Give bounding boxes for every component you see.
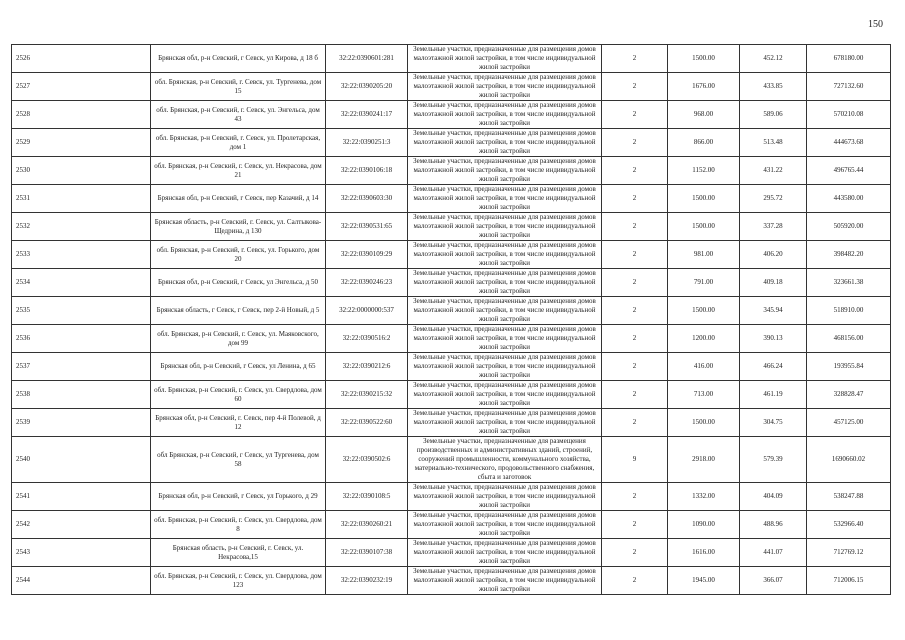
cadastral-value-cell: 323661.38 [807,269,891,297]
cadastral-value-cell: 444673.68 [807,129,891,157]
area-cell: 2918.00 [668,437,740,483]
table-row [12,539,891,567]
specific-value-cell: 441.07 [740,539,807,567]
specific-value-cell: 337.28 [740,213,807,241]
land-use-cell: Земельные участки, предназначенные для размещения домов малоэтажной жилой застройки, в том числе индивидуальной жилой застройки [408,381,602,409]
specific-value-cell: 488.96 [740,511,807,539]
land-use-cell: Земельные участки, предназначенные для размещения домов малоэтажной жилой застройки, в том числе индивидуальной жилой застройки [408,269,602,297]
row-number-cell: 2538 [12,381,151,409]
cadastral-value-cell: 443580.00 [807,185,891,213]
cadastral-number-cell: 32:22:0390246:23 [326,269,408,297]
cadastral-number-cell: 32:22:0390531:65 [326,213,408,241]
cadastral-number-cell: 32:22:0390516:2 [326,325,408,353]
area-cell: 1676.00 [668,73,740,101]
cadastral-value-cell: 538247.88 [807,483,891,511]
cadastral-value-cell: 712769.12 [807,539,891,567]
group-cell: 2 [602,353,668,381]
table-row [12,437,891,483]
cadastral-number-cell: 32:22:0390232:19 [326,567,408,595]
land-use-cell: Земельные участки, предназначенные для размещения домов малоэтажной жилой застройки, в том числе индивидуальной жилой застройки [408,129,602,157]
address-cell: обл. Брянская, р-н Севский, г. Севск, ул. Пролетарская, дом 1 [151,129,326,157]
group-cell: 2 [602,511,668,539]
specific-value-cell: 409.18 [740,269,807,297]
address-cell: обл. Брянская, р-н Севский, г. Севск, ул. Маяковского, дом 99 [151,325,326,353]
land-use-cell: Земельные участки, предназначенные для размещения домов малоэтажной жилой застройки, в том числе индивидуальной жилой застройки [408,213,602,241]
page-number: 150 [868,19,883,30]
cadastral-number-cell: 32:22:0390522:60 [326,409,408,437]
cadastral-number-cell: 32:22:0390107:38 [326,539,408,567]
area-cell: 981.00 [668,241,740,269]
land-use-cell: Земельные участки, предназначенные для размещения домов малоэтажной жилой застройки, в том числе индивидуальной жилой застройки [408,353,602,381]
area-cell: 968.00 [668,101,740,129]
address-cell: обл. Брянская, р-н Севский, г. Севск, ул. Энгельса, дом 43 [151,101,326,129]
table-row [12,381,891,409]
row-number-cell: 2535 [12,297,151,325]
table-row [12,567,891,595]
area-cell: 1945.00 [668,567,740,595]
land-use-cell: Земельные участки, предназначенные для размещения домов малоэтажной жилой застройки, в том числе индивидуальной жилой застройки [408,73,602,101]
area-cell: 791.00 [668,269,740,297]
row-number-cell: 2543 [12,539,151,567]
row-number-cell: 2540 [12,437,151,483]
row-number-cell: 2529 [12,129,151,157]
land-registry-table [11,44,891,595]
land-use-cell: Земельные участки, предназначенные для размещения домов малоэтажной жилой застройки, в том числе индивидуальной жилой застройки [408,101,602,129]
table-row [12,129,891,157]
table-row [12,409,891,437]
group-cell: 2 [602,297,668,325]
land-use-cell: Земельные участки, предназначенные для размещения домов малоэтажной жилой застройки, в том числе индивидуальной жилой застройки [408,483,602,511]
group-cell: 2 [602,45,668,73]
area-cell: 1616.00 [668,539,740,567]
row-number-cell: 2534 [12,269,151,297]
group-cell: 2 [602,409,668,437]
area-cell: 1332.00 [668,483,740,511]
area-cell: 1500.00 [668,45,740,73]
table-row [12,483,891,511]
cadastral-value-cell: 468156.00 [807,325,891,353]
address-cell: Брянская обл, р-н Севский, г Севск, пер Казачий, д 14 [151,185,326,213]
cadastral-value-cell: 398482.20 [807,241,891,269]
address-cell: Брянская обл, р-н Севский, г Севск, ул Энгельса, д 50 [151,269,326,297]
address-cell: Брянская область, р-н Севский, г. Севск, ул. Некрасова,15 [151,539,326,567]
cadastral-value-cell: 1690660.02 [807,437,891,483]
table-row [12,297,891,325]
cadastral-number-cell: 32:22:0390601:281 [326,45,408,73]
table-row [12,213,891,241]
cadastral-number-cell: 32:22:0390241:17 [326,101,408,129]
table-row [12,101,891,129]
specific-value-cell: 589.06 [740,101,807,129]
land-use-cell: Земельные участки, предназначенные для размещения домов малоэтажной жилой застройки, в том числе индивидуальной жилой застройки [408,325,602,353]
specific-value-cell: 461.19 [740,381,807,409]
land-use-cell: Земельные участки, предназначенные для размещения домов малоэтажной жилой застройки, в том числе индивидуальной жилой застройки [408,409,602,437]
address-cell: обл. Брянская, р-н Севский, г. Севск, ул. Свердлова, дом 8 [151,511,326,539]
group-cell: 2 [602,129,668,157]
cadastral-value-cell: 193955.84 [807,353,891,381]
group-cell: 2 [602,325,668,353]
specific-value-cell: 345.94 [740,297,807,325]
row-number-cell: 2532 [12,213,151,241]
address-cell: Брянская обл, р-н Севский, г. Севск, пер 4-й Полевой, д 12 [151,409,326,437]
area-cell: 1090.00 [668,511,740,539]
land-use-cell: Земельные участки, предназначенные для размещения домов малоэтажной жилой застройки, в том числе индивидуальной жилой застройки [408,567,602,595]
land-use-cell: Земельные участки, предназначенные для размещения домов малоэтажной жилой застройки, в том числе индивидуальной жилой застройки [408,297,602,325]
cadastral-value-cell: 712006.15 [807,567,891,595]
specific-value-cell: 406.20 [740,241,807,269]
specific-value-cell: 390.13 [740,325,807,353]
address-cell: Брянская обл, р-н Севский, г Севск, ул Кирова, д 18 б [151,45,326,73]
cadastral-number-cell: 32:22:0000000:537 [326,297,408,325]
address-cell: Брянская область, р-н Севский, г. Севск, ул. Салтыкова-Щедрина, д 130 [151,213,326,241]
table-row [12,511,891,539]
cadastral-number-cell: 32:22:0390212:6 [326,353,408,381]
area-cell: 1500.00 [668,185,740,213]
area-cell: 416.00 [668,353,740,381]
cadastral-value-cell: 727132.60 [807,73,891,101]
group-cell: 2 [602,241,668,269]
address-cell: Брянская обл, р-н Севский, г Севск, ул Горького, д 29 [151,483,326,511]
area-cell: 713.00 [668,381,740,409]
cadastral-number-cell: 32:22:0390106:18 [326,157,408,185]
table-row [12,45,891,73]
land-use-cell: Земельные участки, предназначенные для размещения домов малоэтажной жилой застройки, в том числе индивидуальной жилой застройки [408,45,602,73]
address-cell: обл Брянская, р-н Севский, г Севск, ул Тургенева, дом 58 [151,437,326,483]
cadastral-number-cell: 32:22:0390205:20 [326,73,408,101]
cadastral-number-cell: 32:22:0390502:6 [326,437,408,483]
address-cell: обл. Брянская, р-н Севский, г. Севск, ул. Горького, дом 20 [151,241,326,269]
cadastral-number-cell: 32:22:0390251:3 [326,129,408,157]
address-cell: обл. Брянская, р-н Севский, г. Севск, ул. Свердлова, дом 60 [151,381,326,409]
area-cell: 1500.00 [668,409,740,437]
specific-value-cell: 433.85 [740,73,807,101]
row-number-cell: 2527 [12,73,151,101]
row-number-cell: 2539 [12,409,151,437]
row-number-cell: 2530 [12,157,151,185]
cadastral-value-cell: 518910.00 [807,297,891,325]
area-cell: 1500.00 [668,297,740,325]
specific-value-cell: 295.72 [740,185,807,213]
address-cell: Брянская обл, р-н Севский, г Севск, ул Ленина, д 65 [151,353,326,381]
row-number-cell: 2526 [12,45,151,73]
group-cell: 9 [602,437,668,483]
specific-value-cell: 579.39 [740,437,807,483]
land-use-cell: Земельные участки, предназначенные для размещения производственных и административных зданий, строений, сооружений промышленности, коммунального хозяйства, материально-технического, продовольственного снабжения, сбыта и заготовок [408,437,602,483]
group-cell: 2 [602,381,668,409]
specific-value-cell: 431.22 [740,157,807,185]
cadastral-value-cell: 570210.08 [807,101,891,129]
cadastral-value-cell: 505920.00 [807,213,891,241]
specific-value-cell: 404.09 [740,483,807,511]
cadastral-number-cell: 32:22:0390260:21 [326,511,408,539]
cadastral-value-cell: 328828.47 [807,381,891,409]
row-number-cell: 2533 [12,241,151,269]
specific-value-cell: 466.24 [740,353,807,381]
cadastral-number-cell: 32:22:0390109:29 [326,241,408,269]
cadastral-number-cell: 32:22:0390215:32 [326,381,408,409]
group-cell: 2 [602,101,668,129]
cadastral-value-cell: 496765.44 [807,157,891,185]
row-number-cell: 2537 [12,353,151,381]
land-use-cell: Земельные участки, предназначенные для размещения домов малоэтажной жилой застройки, в том числе индивидуальной жилой застройки [408,157,602,185]
row-number-cell: 2542 [12,511,151,539]
area-cell: 1500.00 [668,213,740,241]
group-cell: 2 [602,73,668,101]
table-row [12,353,891,381]
land-use-cell: Земельные участки, предназначенные для размещения домов малоэтажной жилой застройки, в том числе индивидуальной жилой застройки [408,241,602,269]
address-cell: обл. Брянская, р-н Севский, г. Севск, ул. Некрасова, дом 21 [151,157,326,185]
group-cell: 2 [602,269,668,297]
specific-value-cell: 452.12 [740,45,807,73]
row-number-cell: 2536 [12,325,151,353]
group-cell: 2 [602,539,668,567]
row-number-cell: 2528 [12,101,151,129]
area-cell: 1200.00 [668,325,740,353]
row-number-cell: 2531 [12,185,151,213]
land-use-cell: Земельные участки, предназначенные для размещения домов малоэтажной жилой застройки, в том числе индивидуальной жилой застройки [408,511,602,539]
address-cell: обл. Брянская, р-н Севский, г. Севск, ул. Свердлова, дом 123 [151,567,326,595]
group-cell: 2 [602,483,668,511]
address-cell: Брянская область, г Севск, г Севск, пер 2-й Новый, д 5 [151,297,326,325]
land-use-cell: Земельные участки, предназначенные для размещения домов малоэтажной жилой застройки, в том числе индивидуальной жилой застройки [408,539,602,567]
table-row [12,269,891,297]
row-number-cell: 2541 [12,483,151,511]
table-row [12,73,891,101]
group-cell: 2 [602,157,668,185]
table-row [12,325,891,353]
cadastral-value-cell: 678180.00 [807,45,891,73]
group-cell: 2 [602,185,668,213]
area-cell: 866.00 [668,129,740,157]
table-row [12,185,891,213]
table-row [12,241,891,269]
specific-value-cell: 366.07 [740,567,807,595]
cadastral-number-cell: 32:22:0390603:30 [326,185,408,213]
group-cell: 2 [602,567,668,595]
row-number-cell: 2544 [12,567,151,595]
land-use-cell: Земельные участки, предназначенные для размещения домов малоэтажной жилой застройки, в том числе индивидуальной жилой застройки [408,185,602,213]
specific-value-cell: 304.75 [740,409,807,437]
address-cell: обл. Брянская, р-н Севский, г. Севск, ул. Тургенева, дом 15 [151,73,326,101]
cadastral-value-cell: 532966.40 [807,511,891,539]
area-cell: 1152.00 [668,157,740,185]
cadastral-value-cell: 457125.00 [807,409,891,437]
group-cell: 2 [602,213,668,241]
cadastral-number-cell: 32:22:0390108:5 [326,483,408,511]
table-row [12,157,891,185]
specific-value-cell: 513.48 [740,129,807,157]
